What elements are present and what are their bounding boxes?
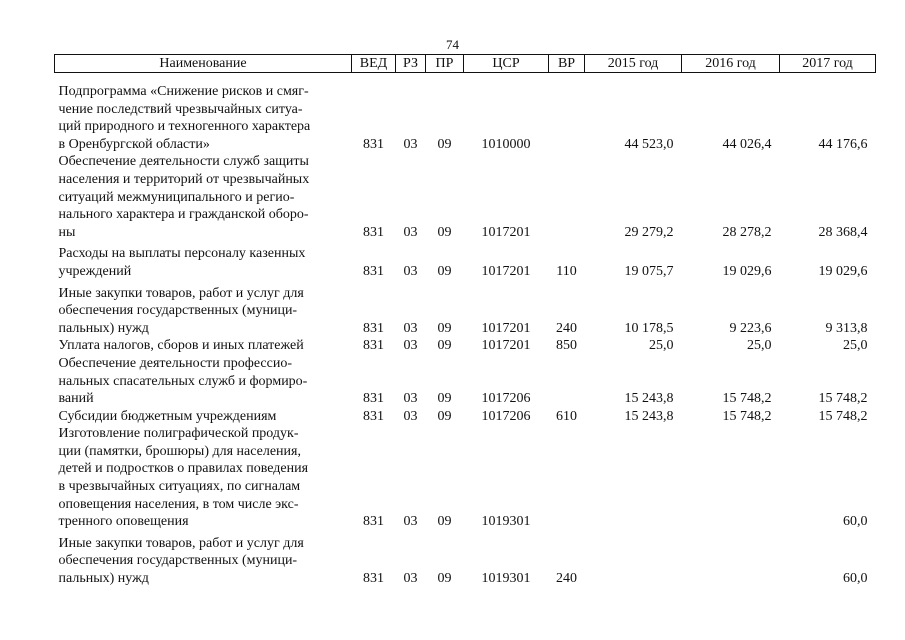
cell-name: Подпрограмма «Снижение рисков и смяг- чение последствий чрезвычайных ситуа- ций природного и техногенного характера в Оренбургской области» — [58, 84, 311, 152]
cell-amount-2015: 10 178,5 — [624, 320, 674, 336]
cell-name: Обеспечение деятельности профессио- нальных спасательных служб и формиро- ваний — [58, 355, 308, 407]
cell-ved: 831 — [363, 320, 384, 336]
cell-pr: 09 — [437, 263, 452, 279]
cell-amount-2016: 19 029,6 — [722, 263, 772, 279]
cell-name: Изготовление полиграфической продук- ции (памятки, брошюры) для населения, детей и подростков о правилах поведения в чрезвычайных ситуациях, по сигналам оповещения населения, в том числе экс- тренного оповещения — [58, 426, 309, 530]
cell-csr: 1019301 — [481, 514, 531, 530]
cell-amount-2017: 60,0 — [843, 514, 868, 530]
cell-name: Иные закупки товаров, работ и услуг для обеспечения государственных (муници- пальных) нужд — [58, 535, 304, 587]
cell-vr — [549, 73, 585, 154]
table-row — [55, 73, 876, 154]
cell-ved: 831 — [363, 514, 384, 530]
cell-csr: 1019301 — [481, 571, 531, 587]
cell-amount-2016: 28 278,2 — [722, 224, 772, 240]
cell-pr: 09 — [437, 408, 452, 424]
cell-pr: 09 — [437, 571, 452, 587]
cell-amount-2017: 15 748,2 — [818, 391, 868, 407]
cell-pr: 09 — [437, 320, 452, 336]
cell-amount-2017: 60,0 — [843, 571, 868, 587]
cell-ved: 831 — [363, 338, 384, 354]
cell-amount-2016: 15 748,2 — [722, 391, 772, 407]
cell-amount-2016 — [682, 425, 780, 531]
column-header-2016: 2016 год — [682, 55, 780, 73]
cell-amount-2015: 15 243,8 — [624, 391, 674, 407]
cell-pr: 09 — [437, 514, 452, 530]
table-row — [55, 281, 876, 338]
cell-amount-2016 — [682, 531, 780, 588]
cell-rz: 03 — [403, 224, 418, 240]
cell-vr: 240 — [556, 571, 577, 587]
table-row — [55, 355, 876, 408]
column-header-2015: 2015 год — [585, 55, 682, 73]
cell-amount-2015: 19 075,7 — [624, 263, 674, 279]
cell-vr: 610 — [556, 408, 577, 424]
cell-vr: 850 — [556, 338, 577, 354]
cell-amount-2016: 25,0 — [747, 338, 772, 354]
column-header-rz: РЗ — [396, 55, 426, 73]
cell-csr: 1017206 — [481, 408, 531, 424]
table-row — [55, 241, 876, 280]
cell-csr: 1017201 — [481, 320, 531, 336]
cell-amount-2017: 19 029,6 — [818, 263, 868, 279]
cell-amount-2016: 15 748,2 — [722, 408, 772, 424]
cell-rz: 03 — [403, 514, 418, 530]
cell-ved: 831 — [363, 408, 384, 424]
cell-ved: 831 — [363, 391, 384, 407]
cell-pr: 09 — [437, 338, 452, 354]
cell-csr: 1010000 — [481, 136, 531, 152]
column-header-name: Наименование — [55, 55, 352, 73]
cell-vr — [549, 355, 585, 408]
cell-rz: 03 — [403, 320, 418, 336]
cell-pr: 09 — [437, 224, 452, 240]
budget-table — [54, 54, 876, 588]
cell-csr: 1017201 — [481, 224, 531, 240]
table-row — [55, 531, 876, 588]
cell-csr: 1017206 — [481, 391, 531, 407]
cell-amount-2016: 9 223,6 — [729, 320, 772, 336]
table-row — [55, 408, 876, 426]
cell-amount-2017: 28 368,4 — [818, 224, 868, 240]
column-header-vr: ВР — [549, 55, 585, 73]
cell-rz: 03 — [403, 408, 418, 424]
table-row — [55, 425, 876, 531]
cell-vr: 240 — [556, 320, 577, 336]
cell-rz: 03 — [403, 571, 418, 587]
cell-name: Обеспечение деятельности служб защиты населения и территорий от чрезвычайных ситуаций межмуниципального и регио- нального характера и гражданской оборо- ны — [58, 154, 310, 240]
column-header-pr: ПР — [426, 55, 464, 73]
cell-csr: 1017201 — [481, 263, 531, 279]
cell-rz: 03 — [403, 391, 418, 407]
page-number: 74 — [446, 37, 459, 52]
cell-name: Уплата налогов, сборов и иных платежей — [58, 338, 304, 354]
cell-vr — [549, 153, 585, 241]
table-header-row — [55, 55, 876, 73]
cell-pr: 09 — [437, 136, 452, 152]
cell-vr: 110 — [556, 263, 577, 279]
table-body — [55, 73, 876, 588]
cell-csr: 1017201 — [481, 338, 531, 354]
cell-rz: 03 — [403, 338, 418, 354]
table-row — [55, 153, 876, 241]
cell-vr — [549, 425, 585, 531]
cell-amount-2016: 44 026,4 — [722, 136, 772, 152]
cell-ved: 831 — [363, 136, 384, 152]
column-header-2017: 2017 год — [780, 55, 876, 73]
cell-name: Субсидии бюджетным учреждениям — [58, 408, 277, 424]
cell-name: Иные закупки товаров, работ и услуг для обеспечения государственных (муници- пальных) нужд — [58, 285, 304, 336]
cell-rz: 03 — [403, 263, 418, 279]
table-row — [55, 337, 876, 355]
cell-rz: 03 — [403, 136, 418, 152]
column-header-csr: ЦСР — [464, 55, 549, 73]
cell-amount-2017: 9 313,8 — [825, 320, 868, 336]
cell-ved: 831 — [363, 224, 384, 240]
cell-pr: 09 — [437, 391, 452, 407]
cell-ved: 831 — [363, 571, 384, 587]
cell-amount-2017: 25,0 — [843, 338, 868, 354]
cell-ved: 831 — [363, 263, 384, 279]
cell-amount-2015: 25,0 — [649, 338, 674, 354]
cell-amount-2015 — [585, 425, 682, 531]
cell-amount-2015: 29 279,2 — [624, 224, 674, 240]
cell-name: Расходы на выплаты персоналу казенных учреждений — [58, 246, 306, 279]
cell-amount-2015 — [585, 531, 682, 588]
cell-amount-2017: 44 176,6 — [818, 136, 868, 152]
cell-amount-2017: 15 748,2 — [818, 408, 868, 424]
cell-amount-2015: 15 243,8 — [624, 408, 674, 424]
column-header-ved: ВЕД — [352, 55, 396, 73]
cell-amount-2015: 44 523,0 — [624, 136, 674, 152]
